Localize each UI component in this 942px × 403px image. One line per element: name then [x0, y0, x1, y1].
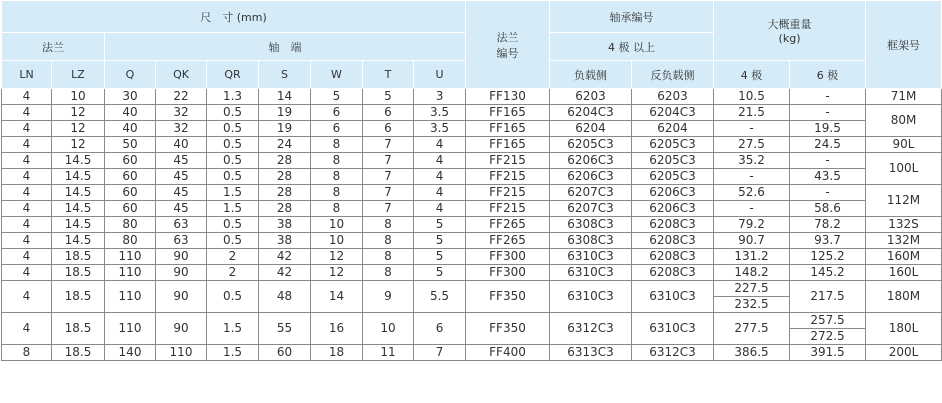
cell-qk: 90: [156, 249, 207, 265]
cell-t: 7: [363, 137, 414, 153]
cell-weight-4p: 10.5: [714, 89, 790, 105]
cell-weight-4p-upper: 227.5: [714, 281, 789, 297]
cell-weight-6p: -: [790, 185, 866, 201]
cell-ln: 4: [2, 105, 52, 121]
cell-qk: 63: [156, 233, 207, 249]
cell-load-side: 6313C3: [550, 345, 632, 361]
cell-ln: 4: [2, 153, 52, 169]
cell-s: 38: [259, 233, 311, 249]
cell-q: 140: [105, 345, 156, 361]
cell-qk: 45: [156, 201, 207, 217]
cell-weight-4p: 35.2: [714, 153, 790, 169]
header-weight: [714, 1, 866, 61]
cell-u: 3: [414, 89, 466, 105]
cell-ln: 4: [2, 89, 52, 105]
cell-load-side: 6308C3: [550, 217, 632, 233]
spec-table: [1, 0, 942, 361]
cell-u: 7: [414, 345, 466, 361]
cell-q: 60: [105, 201, 156, 217]
cell-qk: 45: [156, 169, 207, 185]
cell-qr: 0.5: [207, 233, 259, 249]
cell-ln: 4: [2, 249, 52, 265]
cell-weight-4p: 277.5: [714, 313, 790, 345]
cell-qr: 2: [207, 265, 259, 281]
cell-lz: 14.5: [52, 217, 105, 233]
cell-flange-no: FF215: [466, 201, 550, 217]
cell-qr: 1.5: [207, 185, 259, 201]
cell-w: 8: [311, 201, 363, 217]
table-row: [2, 169, 942, 185]
table-row: [2, 137, 942, 153]
cell-s: 28: [259, 169, 311, 185]
cell-ln: 4: [2, 313, 52, 345]
cell-flange-no: FF400: [466, 345, 550, 361]
cell-t: 5: [363, 89, 414, 105]
cell-flange-no: FF165: [466, 105, 550, 121]
cell-flange-no: FF350: [466, 313, 550, 345]
cell-load-side: 6203: [550, 89, 632, 105]
cell-s: 42: [259, 249, 311, 265]
cell-t: 9: [363, 281, 414, 313]
cell-qk: 45: [156, 153, 207, 169]
cell-frame: 180L: [866, 313, 942, 345]
cell-q: 80: [105, 233, 156, 249]
cell-qk: 32: [156, 105, 207, 121]
col-header-w: W: [311, 61, 363, 89]
cell-weight-6p: [790, 313, 866, 345]
cell-weight-6p: 125.2: [790, 249, 866, 265]
cell-load-side: 6204C3: [550, 105, 632, 121]
cell-flange-no: FF265: [466, 233, 550, 249]
header-dimensions: 尺 寸 (mm): [2, 1, 466, 33]
table-row: [2, 217, 942, 233]
cell-anti-load-side: 6205C3: [632, 169, 714, 185]
cell-w: 18: [311, 345, 363, 361]
cell-ln: 4: [2, 169, 52, 185]
cell-s: 28: [259, 201, 311, 217]
table-row: [2, 89, 942, 105]
table-row: [2, 281, 942, 313]
cell-w: 8: [311, 137, 363, 153]
cell-anti-load-side: 6312C3: [632, 345, 714, 361]
cell-qr: 0.5: [207, 169, 259, 185]
cell-lz: 18.5: [52, 313, 105, 345]
cell-weight-4p: 52.6: [714, 185, 790, 201]
table-row: [2, 121, 942, 137]
cell-flange-no: FF350: [466, 281, 550, 313]
cell-qr: 0.5: [207, 153, 259, 169]
cell-lz: 18.5: [52, 265, 105, 281]
cell-lz: 12: [52, 137, 105, 153]
cell-load-side: 6312C3: [550, 313, 632, 345]
cell-w: 10: [311, 217, 363, 233]
cell-load-side: 6204: [550, 121, 632, 137]
cell-load-side: 6207C3: [550, 185, 632, 201]
cell-weight-4p: [714, 281, 790, 313]
cell-load-side: 6205C3: [550, 137, 632, 153]
cell-load-side: 6206C3: [550, 169, 632, 185]
cell-frame: 80M: [866, 105, 942, 137]
cell-s: 19: [259, 121, 311, 137]
table-row: [2, 153, 942, 169]
cell-lz: 12: [52, 105, 105, 121]
cell-t: 6: [363, 121, 414, 137]
cell-qk: 22: [156, 89, 207, 105]
cell-u: 4: [414, 137, 466, 153]
cell-anti-load-side: 6310C3: [632, 281, 714, 313]
cell-qk: 90: [156, 313, 207, 345]
cell-s: 60: [259, 345, 311, 361]
cell-t: 7: [363, 201, 414, 217]
cell-qr: 0.5: [207, 105, 259, 121]
cell-flange-no: FF130: [466, 89, 550, 105]
cell-frame: 180M: [866, 281, 942, 313]
col-header-s: S: [259, 61, 311, 89]
cell-anti-load-side: 6208C3: [632, 233, 714, 249]
cell-qr: 0.5: [207, 217, 259, 233]
cell-anti-load-side: 6310C3: [632, 313, 714, 345]
cell-lz: 14.5: [52, 153, 105, 169]
cell-frame: 112M: [866, 185, 942, 217]
col-header-lz: LZ: [52, 61, 105, 89]
header-bearing-no: 轴承编号: [550, 1, 714, 33]
cell-weight-6p: 19.5: [790, 121, 866, 137]
cell-ln: 4: [2, 233, 52, 249]
cell-qk: 110: [156, 345, 207, 361]
cell-q: 110: [105, 249, 156, 265]
cell-qk: 40: [156, 137, 207, 153]
cell-ln: 4: [2, 201, 52, 217]
cell-t: 8: [363, 217, 414, 233]
cell-anti-load-side: 6208C3: [632, 249, 714, 265]
cell-s: 28: [259, 153, 311, 169]
cell-weight-6p: -: [790, 89, 866, 105]
cell-anti-load-side: 6203: [632, 89, 714, 105]
cell-load-side: 6308C3: [550, 233, 632, 249]
header-poles4-up: 4 极 以上: [550, 33, 714, 61]
cell-ln: 4: [2, 137, 52, 153]
cell-w: 14: [311, 281, 363, 313]
cell-weight-4p: 131.2: [714, 249, 790, 265]
cell-u: 4: [414, 153, 466, 169]
cell-q: 50: [105, 137, 156, 153]
cell-load-side: 6310C3: [550, 249, 632, 265]
cell-w: 16: [311, 313, 363, 345]
cell-t: 7: [363, 185, 414, 201]
cell-flange-no: FF215: [466, 169, 550, 185]
table-row: [2, 185, 942, 201]
cell-q: 40: [105, 121, 156, 137]
cell-weight-4p-lower: 232.5: [734, 297, 769, 311]
col-header-ln: LN: [2, 61, 52, 89]
cell-weight-4p: -: [714, 121, 790, 137]
cell-flange-no: FF300: [466, 265, 550, 281]
cell-q: 60: [105, 153, 156, 169]
header-flange: 法兰: [2, 33, 105, 61]
cell-anti-load-side: 6204C3: [632, 105, 714, 121]
cell-lz: 14.5: [52, 201, 105, 217]
cell-qr: 0.5: [207, 281, 259, 313]
cell-t: 7: [363, 169, 414, 185]
cell-t: 7: [363, 153, 414, 169]
cell-frame: 90L: [866, 137, 942, 153]
cell-load-side: 6310C3: [550, 281, 632, 313]
cell-s: 48: [259, 281, 311, 313]
cell-anti-load-side: 6206C3: [632, 201, 714, 217]
cell-flange-no: FF300: [466, 249, 550, 265]
col-header-qk: QK: [156, 61, 207, 89]
cell-frame: 160L: [866, 265, 942, 281]
cell-lz: 18.5: [52, 281, 105, 313]
cell-w: 12: [311, 265, 363, 281]
cell-t: 8: [363, 265, 414, 281]
cell-t: 6: [363, 105, 414, 121]
cell-lz: 14.5: [52, 185, 105, 201]
cell-weight-6p: -: [790, 105, 866, 121]
cell-qr: 1.5: [207, 201, 259, 217]
cell-qr: 1.3: [207, 89, 259, 105]
cell-qr: 0.5: [207, 121, 259, 137]
cell-ln: 4: [2, 281, 52, 313]
cell-w: 6: [311, 105, 363, 121]
header-flange-no-text: 法兰 编号: [496, 30, 519, 60]
cell-u: 5.5: [414, 281, 466, 313]
cell-weight-4p: 27.5: [714, 137, 790, 153]
cell-weight-4p: -: [714, 169, 790, 185]
table-row: [2, 265, 942, 281]
cell-u: 3.5: [414, 121, 466, 137]
cell-qr: 1.5: [207, 313, 259, 345]
cell-lz: 14.5: [52, 169, 105, 185]
cell-lz: 18.5: [52, 249, 105, 265]
cell-anti-load-side: 6205C3: [632, 137, 714, 153]
cell-s: 28: [259, 185, 311, 201]
cell-weight-6p-upper: 257.5: [790, 313, 865, 329]
cell-w: 12: [311, 249, 363, 265]
cell-w: 5: [311, 89, 363, 105]
cell-s: 19: [259, 105, 311, 121]
cell-frame: 132S: [866, 217, 942, 233]
cell-flange-no: FF165: [466, 121, 550, 137]
cell-weight-6p: -: [790, 153, 866, 169]
cell-weight-6p: 78.2: [790, 217, 866, 233]
col-header-anti-load-side: 反负载侧: [632, 61, 714, 89]
cell-lz: 12: [52, 121, 105, 137]
cell-anti-load-side: 6208C3: [632, 217, 714, 233]
cell-weight-4p: 79.2: [714, 217, 790, 233]
cell-s: 38: [259, 217, 311, 233]
col-header-load-side: 负载侧: [550, 61, 632, 89]
col-header-q: Q: [105, 61, 156, 89]
header-weight-text: 大概重量 (kg): [767, 18, 812, 45]
cell-w: 8: [311, 153, 363, 169]
cell-qk: 90: [156, 265, 207, 281]
cell-w: 8: [311, 169, 363, 185]
cell-anti-load-side: 6206C3: [632, 185, 714, 201]
cell-weight-4p: 386.5: [714, 345, 790, 361]
header-flange-no: [466, 1, 550, 89]
cell-t: 8: [363, 249, 414, 265]
table-row: [2, 105, 942, 121]
cell-weight-6p: 93.7: [790, 233, 866, 249]
cell-flange-no: FF165: [466, 137, 550, 153]
cell-ln: 4: [2, 121, 52, 137]
cell-load-side: 6310C3: [550, 265, 632, 281]
cell-u: 5: [414, 217, 466, 233]
cell-lz: 18.5: [52, 345, 105, 361]
cell-s: 24: [259, 137, 311, 153]
cell-u: 6: [414, 313, 466, 345]
cell-load-side: 6206C3: [550, 153, 632, 169]
cell-q: 110: [105, 265, 156, 281]
table-row: [2, 313, 942, 345]
cell-flange-no: FF215: [466, 185, 550, 201]
cell-anti-load-side: 6208C3: [632, 265, 714, 281]
cell-anti-load-side: 6204: [632, 121, 714, 137]
cell-lz: 14.5: [52, 233, 105, 249]
cell-u: 5: [414, 233, 466, 249]
cell-t: 8: [363, 233, 414, 249]
cell-weight-4p: 90.7: [714, 233, 790, 249]
cell-weight-4p: -: [714, 201, 790, 217]
cell-w: 10: [311, 233, 363, 249]
cell-weight-4p: 148.2: [714, 265, 790, 281]
table-row: [2, 249, 942, 265]
cell-weight-6p-lower: 272.5: [810, 329, 845, 343]
cell-qk: 32: [156, 121, 207, 137]
cell-frame: 200L: [866, 345, 942, 361]
col-header-t: T: [363, 61, 414, 89]
cell-qk: 63: [156, 217, 207, 233]
table-row: [2, 345, 942, 361]
header-frame-no: 框架号: [866, 1, 942, 89]
cell-s: 55: [259, 313, 311, 345]
cell-frame: 132M: [866, 233, 942, 249]
cell-qk: 90: [156, 281, 207, 313]
cell-frame: 100L: [866, 153, 942, 185]
cell-lz: 10: [52, 89, 105, 105]
cell-ln: 4: [2, 265, 52, 281]
cell-weight-6p: 217.5: [790, 281, 866, 313]
table-row: [2, 233, 942, 249]
cell-weight-6p: 391.5: [790, 345, 866, 361]
cell-s: 42: [259, 265, 311, 281]
header-shaft-end: 轴 端: [105, 33, 466, 61]
cell-u: 4: [414, 185, 466, 201]
cell-weight-6p: 58.6: [790, 201, 866, 217]
cell-s: 14: [259, 89, 311, 105]
cell-q: 60: [105, 185, 156, 201]
cell-u: 5: [414, 265, 466, 281]
cell-flange-no: FF265: [466, 217, 550, 233]
cell-q: 30: [105, 89, 156, 105]
cell-u: 4: [414, 201, 466, 217]
cell-q: 80: [105, 217, 156, 233]
cell-t: 11: [363, 345, 414, 361]
cell-w: 8: [311, 185, 363, 201]
cell-qk: 45: [156, 185, 207, 201]
cell-weight-6p: 43.5: [790, 169, 866, 185]
col-header-weight-6p: 6 极: [790, 61, 866, 89]
cell-w: 6: [311, 121, 363, 137]
cell-u: 4: [414, 169, 466, 185]
cell-q: 60: [105, 169, 156, 185]
cell-anti-load-side: 6205C3: [632, 153, 714, 169]
cell-qr: 0.5: [207, 137, 259, 153]
cell-ln: 8: [2, 345, 52, 361]
cell-frame: 71M: [866, 89, 942, 105]
cell-u: 3.5: [414, 105, 466, 121]
cell-u: 5: [414, 249, 466, 265]
table-row: [2, 201, 942, 217]
cell-q: 40: [105, 105, 156, 121]
cell-weight-4p: 21.5: [714, 105, 790, 121]
cell-weight-6p: 24.5: [790, 137, 866, 153]
cell-q: 110: [105, 281, 156, 313]
col-header-weight-4p: 4 极: [714, 61, 790, 89]
cell-qr: 1.5: [207, 345, 259, 361]
cell-q: 110: [105, 313, 156, 345]
cell-frame: 160M: [866, 249, 942, 265]
cell-t: 10: [363, 313, 414, 345]
cell-flange-no: FF215: [466, 153, 550, 169]
cell-ln: 4: [2, 185, 52, 201]
col-header-qr: QR: [207, 61, 259, 89]
cell-ln: 4: [2, 217, 52, 233]
col-header-u: U: [414, 61, 466, 89]
cell-qr: 2: [207, 249, 259, 265]
cell-load-side: 6207C3: [550, 201, 632, 217]
cell-weight-6p: 145.2: [790, 265, 866, 281]
